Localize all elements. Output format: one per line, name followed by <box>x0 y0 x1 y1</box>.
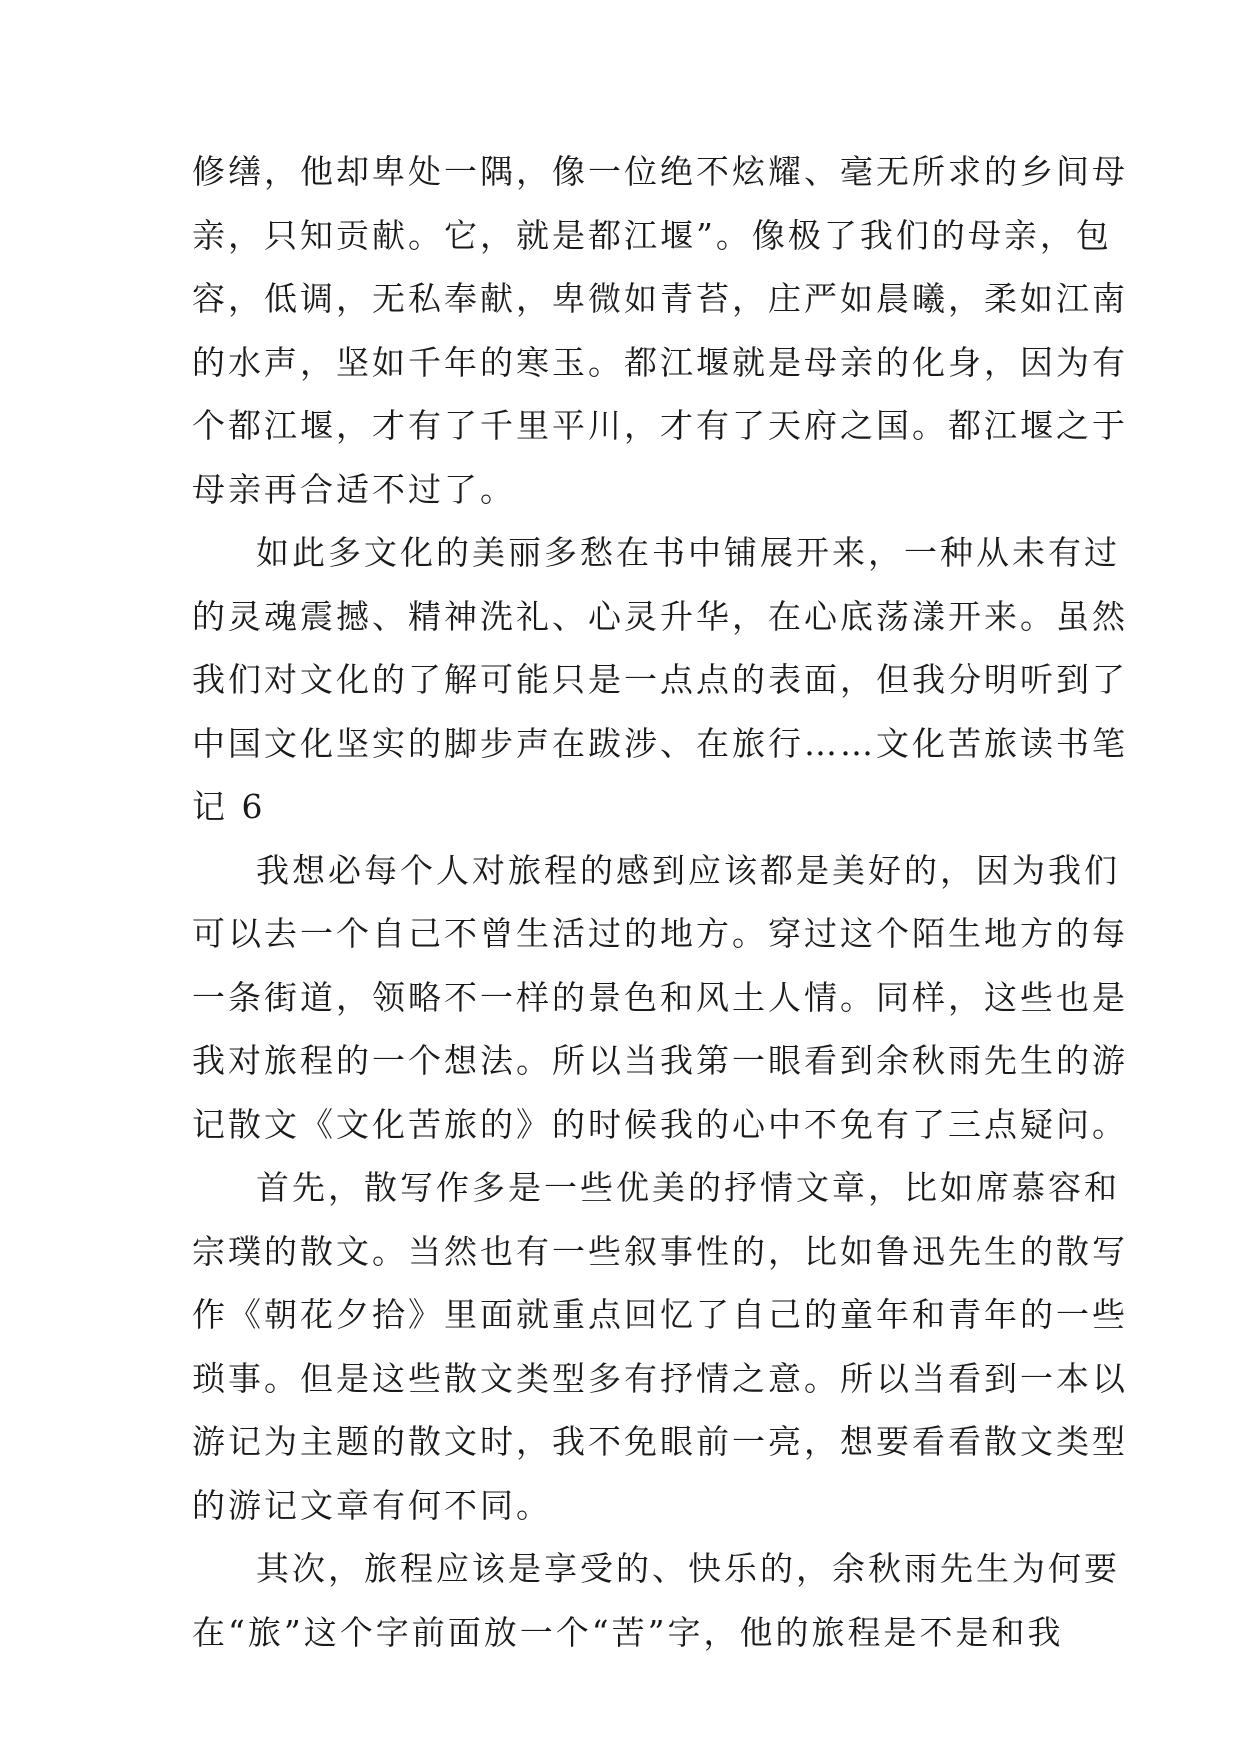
text-line: 的灵魂震撼、精神洗礼、心灵升华，在心底荡漾开来。虽然 <box>192 596 1128 636</box>
text-line: 我想必每个人对旅程的感到应该都是美好的，因为我们 <box>256 850 1120 890</box>
text-line: 母亲再合适不过了。 <box>192 469 516 509</box>
text-line: 记 6 <box>192 787 266 826</box>
text-line: 个都江堰，才有了千里平川，才有了天府之国。都江堰之于 <box>192 406 1128 445</box>
text-line: 记散文《文化苦旅的》的时候我的心中不免有了三点疑问。 <box>192 1104 1128 1144</box>
text-line: 一条街道，领略不一样的景色和风土人情。同样，这些也是 <box>192 977 1128 1017</box>
text-line: 首先，散写作多是一些优美的抒情文章，比如席慕容和 <box>256 1168 1120 1207</box>
text-line: 宗璞的散文。当然也有一些叙事性的，比如鲁迅先生的散写 <box>192 1231 1128 1271</box>
text-line: 容，低调，无私奉献，卑微如青苔，庄严如晨曦，柔如江南 <box>192 279 1128 318</box>
text-line: 可以去一个自己不曾生活过的地方。穿过这个陌生地方的每 <box>192 914 1128 953</box>
text-line: 如此多文化的美丽多愁在书中铺展开来，一种从未有过 <box>256 533 1120 572</box>
text-line: 游记为主题的散文时，我不免眼前一亮，想要看看散文类型 <box>192 1422 1128 1461</box>
text-line: 修缮，他却卑处一隅，像一位绝不炫耀、毫无所求的乡间母 <box>192 152 1128 191</box>
text-line: 我们对文化的了解可能只是一点点的表面，但我分明听到了 <box>192 660 1128 699</box>
text-line: 的水声，坚如千年的寒玉。都江堰就是母亲的化身，因为有 <box>192 342 1128 382</box>
text-line: 的游记文章有何不同。 <box>192 1485 552 1525</box>
text-line: 其次，旅程应该是享受的、快乐的，余秋雨先生为何要 <box>256 1549 1120 1588</box>
text-line: 我对旅程的一个想法。所以当我第一眼看到余秋雨先生的游 <box>192 1041 1128 1080</box>
body-text <box>192 140 1128 1664</box>
text-line: 作《朝花夕拾》里面就重点回忆了自己的童年和青年的一些 <box>192 1295 1128 1334</box>
text-line: 在“旅”这个字前面放一个“苦”字，他的旅程是不是和我 <box>192 1612 1064 1652</box>
text-line: 中国文化坚实的脚步声在跋涉、在旅行……文化苦旅读书笔 <box>192 723 1128 763</box>
text-line: 琐事。但是这些散文类型多有抒情之意。所以当看到一本以 <box>192 1358 1128 1398</box>
text-line: 亲，只知贡献。它，就是都江堰”。像极了我们的母亲，包 <box>192 215 1112 255</box>
